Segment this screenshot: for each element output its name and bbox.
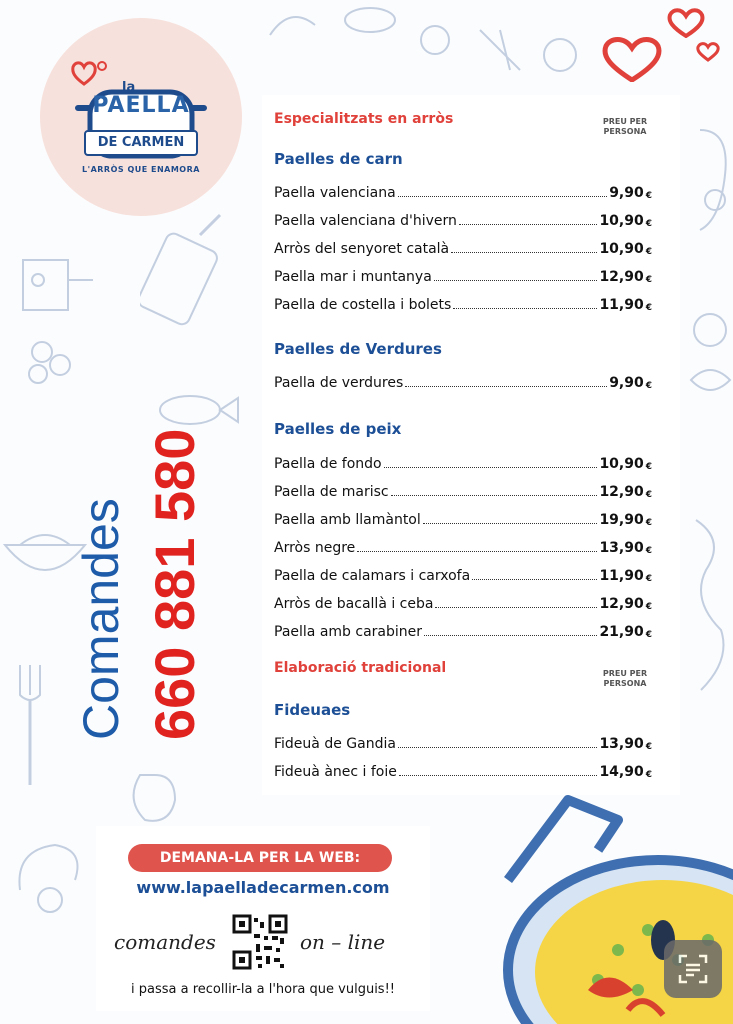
logo-subtitle: DE CARMEN [84, 130, 198, 156]
category-title: Especialitzats en arròs [274, 111, 454, 127]
shrimp-doodle [5, 830, 95, 920]
menu-item: Paella mar i muntanya 12,90 € [274, 269, 652, 285]
section-title-fideuaes: Fideuaes [274, 701, 351, 719]
pepper-doodle [120, 760, 190, 830]
cutting-board-doodle [8, 240, 98, 330]
web-order-label: DEMANA-LA PER LA WEB: [128, 844, 392, 872]
web-url-link[interactable]: www.lapaelladecarmen.com [136, 878, 390, 897]
menu-item: Paella valenciana d'hivern 10,90 € [274, 213, 652, 229]
menu-item: Paella valenciana 9,90 € [274, 185, 652, 201]
menu-item: Arròs de bacallà i ceba 12,90 € [274, 596, 652, 612]
lemon-doodle [686, 300, 733, 420]
section-title-peix: Paelles de peix [274, 420, 402, 438]
heart-small-icon [666, 8, 706, 42]
menu-item: Paella de verdures 9,90 € [274, 375, 652, 391]
menu-item: Paella de fondo 10,90 € [274, 456, 652, 472]
qr-code-icon[interactable] [232, 914, 288, 970]
category-title-2: Elaboració tradicional [274, 660, 447, 676]
order-word: Comandes [73, 498, 129, 740]
section-title-carn: Paelles de carn [274, 150, 403, 168]
menu-item: Paella amb llamàntol 19,90 € [274, 512, 652, 528]
menu-item: Arròs negre 13,90 € [274, 540, 652, 556]
pepper-right-doodle [690, 120, 733, 240]
top-doodles [260, 0, 600, 95]
comandes-text: comandes [114, 930, 216, 954]
board-doodle [140, 210, 230, 330]
pickup-text: i passa a recollir-la a l'hora que vulguis!! [131, 982, 395, 997]
fork-doodle [10, 660, 50, 790]
scan-text-icon [678, 954, 708, 984]
logo-hearts-icon [70, 58, 110, 88]
web-order-box [96, 826, 430, 1011]
menu-item: Paella de calamars i carxofa 11,90 € [274, 568, 652, 584]
price-note: PREU PER PERSONA [602, 117, 648, 136]
price-note-2: PREU PER PERSONA [602, 669, 648, 688]
logo-la: la [122, 80, 136, 95]
menu-item: Paella de costella i bolets 11,90 € [274, 297, 652, 313]
section-title-verdures: Paelles de Verdures [274, 340, 442, 358]
menu-item: Paella de marisc 12,90 € [274, 484, 652, 500]
order-phone[interactable]: 660 881 580 [143, 428, 206, 740]
online-text: on – line [300, 930, 386, 954]
tomato-doodle [20, 330, 80, 390]
menu-item: Fideuà ànec i foie 14,90 € [274, 764, 652, 780]
logo-title: PAELLA [92, 93, 190, 118]
order-phone-block [72, 428, 206, 740]
logo-tagline: L'ARRÒS QUE ENAMORA [82, 165, 200, 174]
heart-tiny-icon [696, 42, 720, 66]
herb-doodle [686, 500, 733, 700]
scan-text-button[interactable] [664, 940, 722, 998]
restaurant-logo [40, 18, 242, 216]
menu-item: Fideuà de Gandia 13,90 € [274, 736, 652, 752]
heart-icon [600, 36, 664, 86]
menu-item: Arròs del senyoret català 10,90 € [274, 241, 652, 257]
menu-card [262, 95, 680, 795]
menu-item: Paella amb carabiner 21,90 € [274, 624, 652, 640]
